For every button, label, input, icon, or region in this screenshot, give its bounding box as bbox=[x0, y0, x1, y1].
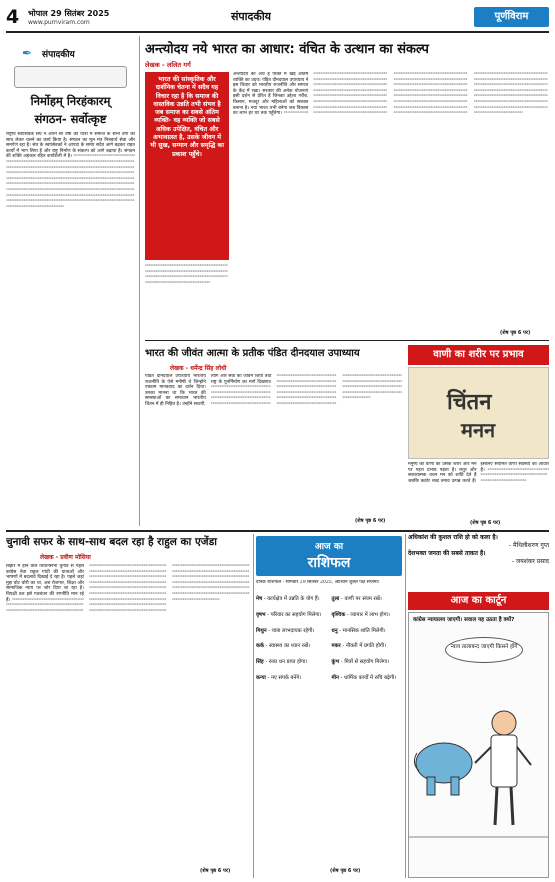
horoscope-item: कर्क - स्वास्थ्य का ध्यान रखें। bbox=[256, 643, 311, 650]
horoscope-sign: वृषभ bbox=[256, 611, 266, 618]
editorial-tag bbox=[16, 44, 125, 66]
header-date: भोपाल 29 सितंबर 2025 bbox=[28, 9, 110, 18]
sidebar-image-word-1: चिंतन bbox=[447, 390, 492, 415]
horoscope-sign: मकर bbox=[331, 643, 341, 650]
quill-icon: ✒ bbox=[22, 46, 33, 60]
horoscope-sign: सिंह bbox=[256, 659, 264, 666]
lead-story-body: अन्त्योदय का अर्थ है पंक्ति में खड़े अंतिम व्यक्ति का उदय। पंडित दीनदयाल उपाध्याय ने इस विचार को भारतीय राजनीति और समाज के केंद्र में रखा। सरकार की अनेक योजनाएं इसी दर्शन से प्रेरित हैं जिनका उद्देश्य गरीब, किसान, मजदूर और महिलाओं को सशक्त बनाना है। नया भारत तभी बनेगा जब विकास का लाभ हर घर तक पहुँचेगा। ॰॰॰॰॰॰॰॰॰॰॰॰॰॰॰॰॰॰॰॰॰॰॰॰॰॰॰॰॰॰॰॰॰॰॰॰॰॰॰॰॰॰॰॰॰॰॰॰॰॰॰॰॰॰॰॰॰॰॰॰॰॰॰॰॰॰॰॰॰॰॰॰॰॰॰॰॰॰॰॰॰॰॰॰॰॰॰॰॰॰॰॰॰॰॰॰॰॰॰॰॰॰॰॰॰॰॰॰॰॰॰॰॰॰॰॰॰॰॰॰॰॰॰॰॰॰॰॰॰॰॰॰॰॰॰॰॰॰॰॰॰॰॰॰॰॰॰॰॰॰॰॰॰॰॰॰॰॰॰॰॰॰॰॰॰॰॰॰॰॰॰॰॰॰॰॰॰॰॰॰॰॰॰॰॰॰॰॰॰॰॰॰॰॰॰॰॰॰॰॰॰॰॰॰॰॰॰॰॰॰॰॰॰॰॰॰॰॰॰॰॰॰॰॰॰॰॰॰॰॰॰॰॰॰॰॰॰॰॰॰॰॰॰॰॰॰॰॰॰॰॰॰॰॰॰॰॰॰॰॰॰॰॰॰॰॰॰॰॰॰॰॰॰॰॰॰॰॰॰॰॰॰॰॰॰॰॰॰॰॰॰॰॰॰॰॰॰॰॰॰॰॰॰॰॰॰॰॰॰॰॰॰॰॰॰॰॰॰॰॰॰॰॰॰॰॰॰॰॰॰॰॰॰॰॰॰॰॰॰॰॰॰॰॰॰॰॰॰॰॰॰॰॰॰॰॰॰॰॰॰॰॰॰॰॰॰॰॰॰॰॰॰॰॰॰॰॰॰॰॰॰॰॰॰॰॰॰॰॰॰॰॰॰॰॰॰॰॰॰॰॰॰॰॰॰॰॰॰॰॰॰॰॰॰॰॰॰॰॰॰॰॰॰॰॰॰॰॰॰॰॰॰॰॰॰॰॰॰॰॰॰॰॰॰॰॰॰॰॰॰॰॰॰॰॰॰॰॰॰॰॰॰॰॰॰॰॰॰॰॰॰॰॰॰॰॰॰॰॰॰॰॰॰॰॰॰॰॰॰॰॰॰॰॰॰॰॰॰॰॰॰॰॰॰॰॰॰॰॰॰॰॰॰॰॰॰॰॰॰॰॰॰॰॰॰॰॰॰॰॰॰॰॰॰॰॰॰॰॰॰॰॰॰॰॰॰॰॰॰॰॰॰॰॰॰॰॰॰॰॰॰॰॰॰॰॰॰॰॰॰॰॰॰॰॰॰॰॰॰॰॰॰॰॰॰॰॰॰॰॰॰॰॰॰॰॰॰॰॰॰॰॰॰॰॰॰॰॰॰॰॰॰॰॰॰॰॰॰॰॰॰॰॰॰॰॰॰॰॰॰॰॰॰॰॰॰॰॰॰॰॰॰॰॰॰॰॰॰॰॰॰॰॰॰॰॰॰॰॰॰॰॰॰॰॰॰॰॰॰॰॰॰॰॰॰॰॰॰॰॰॰॰॰॰॰॰॰॰॰॰॰॰॰॰॰॰॰॰॰॰॰॰॰॰॰॰॰॰॰॰॰॰॰॰॰॰॰॰॰॰॰॰॰॰॰॰॰॰॰॰॰॰॰॰॰॰॰॰॰॰॰॰॰॰॰॰॰॰॰॰॰॰॰॰॰॰॰॰॰॰॰॰॰॰॰॰॰॰॰॰॰॰॰॰॰॰॰॰॰॰॰॰॰॰॰॰॰॰॰॰॰॰॰॰॰॰॰॰॰॰॰॰॰॰॰॰॰॰॰॰॰॰॰॰॰॰॰॰॰॰॰॰॰॰॰॰॰॰॰॰॰॰॰॰॰॰॰॰॰॰॰॰॰॰॰॰॰॰॰॰॰॰॰॰॰॰॰॰॰॰॰॰॰॰॰॰॰॰॰॰॰॰॰॰॰॰॰॰॰॰॰॰॰॰॰॰॰॰॰॰॰॰॰॰॰॰॰॰॰॰॰॰॰॰॰॰॰॰॰॰॰॰॰॰॰॰॰॰॰॰॰॰॰॰॰॰॰॰॰॰॰॰॰॰॰॰॰॰॰॰॰॰॰॰॰॰॰॰॰॰॰॰॰॰॰॰॰॰॰॰॰॰॰॰॰॰॰॰॰॰॰॰॰॰॰॰॰॰॰॰॰॰॰॰॰॰॰॰॰॰॰॰॰॰॰॰॰॰॰॰॰॰॰॰॰॰॰॰ bbox=[233, 72, 548, 117]
election-story-body: बिहार में होने वाले विधानसभा चुनाव से पहले कांग्रेस नेता राहुल गांधी की यात्राओं और भाषणों में बदलाव दिखाई दे रहा है। पहले जहां मुद्दा वोट चोरी का था, अब रोजगार, शिक्षा और सामाजिक न्याय पर जोर दिया जा रहा है। विपक्षी दल इसे गठबंधन की रणनीति मान रहे हैं। ॰॰॰॰॰॰॰॰॰॰॰॰॰॰॰॰॰॰॰॰॰॰॰॰॰॰॰॰॰॰॰॰॰॰॰॰॰॰॰॰॰॰॰॰॰॰॰॰॰॰॰॰॰॰॰॰॰॰॰॰॰॰॰॰॰॰॰॰॰॰॰॰॰॰॰॰॰॰॰॰॰॰॰॰॰॰॰॰॰॰॰॰॰॰॰॰॰॰॰॰॰॰॰॰॰॰॰॰॰॰॰॰॰॰॰॰॰॰॰॰॰॰॰॰॰॰॰॰॰॰॰॰॰॰॰॰॰॰॰॰॰॰॰॰॰॰॰॰॰॰॰॰॰॰॰॰॰॰॰॰॰॰॰॰॰॰॰॰॰॰॰॰॰॰॰॰॰॰॰॰॰॰॰॰॰॰॰॰॰॰॰॰॰॰॰॰॰॰॰॰॰॰॰॰॰॰॰॰॰॰॰॰॰॰॰॰॰॰॰॰॰॰॰॰॰॰॰॰॰॰॰॰॰॰॰॰॰॰॰॰॰॰॰॰॰॰॰॰॰॰॰॰॰॰॰॰॰॰॰॰॰॰॰॰॰॰॰॰॰॰॰॰॰॰॰॰॰॰॰॰॰॰॰॰॰॰॰॰॰॰॰॰॰॰॰॰॰॰॰॰॰॰॰॰॰॰॰॰॰॰॰॰॰॰॰॰॰॰॰॰॰॰॰॰॰॰॰॰॰॰॰॰॰॰॰॰॰॰॰॰॰॰॰॰॰॰॰॰॰॰॰॰॰॰॰॰॰॰॰॰॰॰॰॰॰॰॰॰॰॰॰॰॰॰॰॰॰॰॰॰॰॰॰॰॰॰॰॰॰॰॰॰॰॰॰॰॰॰॰॰॰॰॰॰॰॰॰॰॰॰॰॰॰॰॰॰॰॰॰॰॰॰॰॰॰॰॰॰॰॰॰॰॰॰॰॰॰॰॰॰॰॰॰॰॰॰॰॰॰॰॰॰॰॰॰॰॰॰॰॰॰॰॰॰॰॰॰॰॰॰॰॰॰॰॰॰॰॰॰॰॰॰॰॰॰॰॰॰॰॰॰॰॰॰॰॰॰॰॰॰॰॰॰॰॰॰॰॰॰॰॰॰॰॰॰॰॰॰॰॰॰॰॰॰॰॰॰॰॰॰॰॰॰॰॰॰॰॰॰॰॰॰॰॰॰॰॰॰॰॰॰॰॰॰॰॰॰॰॰॰॰॰॰॰॰॰॰॰॰॰॰॰॰॰॰॰॰॰॰॰॰॰॰॰॰॰॰॰॰॰॰॰॰॰॰॰॰॰॰॰॰॰॰॰॰॰॰॰॰॰॰॰॰॰॰॰॰॰॰॰॰॰॰॰॰॰॰॰॰॰॰॰॰॰॰॰॰॰॰॰॰॰॰॰॰॰॰॰॰॰॰॰॰॰॰॰॰॰॰॰॰॰॰॰॰॰॰॰॰॰॰॰॰॰॰॰॰॰॰॰॰॰॰॰॰॰॰॰॰॰॰॰॰॰॰॰॰॰॰॰॰॰॰॰॰॰॰॰॰॰॰॰॰॰॰॰॰॰॰॰॰॰॰॰॰॰॰॰॰॰॰॰॰॰॰॰॰॰॰॰॰॰॰॰॰॰॰॰॰॰॰॰॰॰॰॰॰॰॰॰॰॰॰॰॰॰॰॰॰॰॰॰॰॰॰॰॰॰॰॰॰॰॰॰॰॰॰॰॰॰॰॰॰॰॰॰॰॰॰॰॰॰॰॰॰॰॰॰॰॰॰॰॰॰॰॰ bbox=[6, 564, 250, 614]
quote-text-1: अधिकांश की कुशल राशि हो को कला है। bbox=[408, 534, 498, 541]
horoscope-item: मीन - धार्मिक कार्यों में रुचि बढ़ेगी। bbox=[331, 674, 397, 681]
horoscope-item: मकर - नौकरी में प्रगति होगी। bbox=[331, 643, 387, 650]
editorial-body: राष्ट्रीय स्वयंसेवक संघ ने अपने सौ वर्षों की यात्रा में समाज के सभी वर्गों को साथ लेकर चलने का कार्य किया है। संगठन का मूल मंत्र निःस्वार्थ सेवा और समर्पण रहा है। संघ के स्वयंसेवकों ने आपदा के समय सदैव आगे बढ़कर राहत कार्यों में भाग लिया है और राष्ट्र निर्माण के संकल्प को आगे बढ़ाया है। संगठन की शक्ति अहंकार रहित कार्यशैली में है। ॰॰॰॰॰॰॰॰॰॰॰॰॰॰॰॰॰॰॰॰॰॰॰॰॰॰॰॰॰॰॰॰॰॰॰॰॰॰॰॰॰॰॰॰॰॰॰॰॰॰॰॰॰॰॰॰॰॰॰॰॰॰॰॰॰॰॰॰॰॰॰॰॰॰॰॰॰॰॰॰॰॰॰॰॰॰॰॰॰॰॰॰॰॰॰॰॰॰॰॰॰॰॰॰॰॰॰॰॰॰॰॰॰॰॰॰॰॰॰॰॰॰॰॰॰॰॰॰॰॰॰॰॰॰॰॰॰॰॰॰॰॰॰॰॰॰॰॰॰॰॰॰॰॰॰॰॰॰॰॰॰॰॰॰॰॰॰॰॰॰॰॰॰॰॰॰॰॰॰॰॰॰॰॰॰॰॰॰॰॰॰॰॰॰॰॰॰॰॰॰॰॰॰॰॰॰॰॰॰॰॰॰॰॰॰॰॰॰॰॰॰॰॰॰॰॰॰॰॰॰॰॰॰॰॰॰॰॰॰॰॰॰॰॰॰॰॰॰॰॰॰॰॰॰॰॰॰॰॰॰॰॰॰॰॰॰॰॰॰॰॰॰॰॰॰॰॰॰॰॰॰॰॰॰॰॰॰॰॰॰॰॰॰॰॰॰॰॰॰॰॰॰॰॰॰॰॰॰॰॰॰॰॰॰॰॰॰॰॰॰॰॰॰॰॰॰॰॰॰॰॰॰॰॰॰॰॰॰॰॰॰॰॰॰॰॰॰॰॰॰॰॰॰॰॰॰॰॰॰॰॰॰॰॰॰॰॰॰॰॰॰॰॰॰॰॰॰॰॰॰॰॰॰॰॰॰॰॰॰॰॰॰॰॰॰॰॰॰॰॰॰॰॰॰॰॰॰॰॰॰॰॰॰॰॰॰॰॰॰॰॰॰॰॰॰॰॰॰॰॰॰॰॰॰॰॰॰॰॰॰॰॰॰॰॰॰॰॰॰॰॰॰॰॰॰॰॰॰॰॰॰॰॰॰॰॰॰॰॰॰॰॰॰॰॰॰॰॰॰॰॰॰॰॰॰॰॰॰॰॰॰॰॰॰॰॰॰॰॰॰॰॰॰॰॰॰॰॰॰॰॰॰॰॰॰॰॰॰॰॰॰॰॰॰॰॰॰॰॰॰॰॰॰॰॰॰॰॰॰॰॰॰॰॰॰॰॰॰॰॰॰॰॰॰॰॰॰॰॰॰॰॰॰॰॰॰॰॰॰॰॰॰॰॰॰॰॰॰॰॰॰॰॰॰॰॰॰॰॰॰॰॰॰॰॰॰॰॰॰॰॰॰॰॰॰॰॰॰॰॰॰॰॰॰॰॰॰॰॰॰॰॰॰॰॰॰॰॰॰॰॰॰॰॰॰॰॰॰॰॰॰॰॰॰॰॰॰॰॰॰॰॰ bbox=[6, 132, 135, 210]
horoscope-text: कार्यक्षेत्र में उन्नति के योग हैं। bbox=[267, 596, 320, 602]
column-divider bbox=[139, 36, 140, 526]
header-url[interactable]: www.purnviram.com bbox=[28, 19, 90, 26]
horoscope-title-1: आज का bbox=[314, 542, 344, 552]
second-story-headline: भारत की जीवंत आत्मा के प्रतीक पंडित दीनदयाल उपाध्याय bbox=[145, 348, 360, 359]
horoscope-item: तुला - वाणी पर संयम रखें। bbox=[331, 596, 382, 602]
horoscope-item: वृश्चिक - व्यापार में लाभ होगा। bbox=[331, 611, 390, 618]
election-story-headline: चुनावी सफर के साथ-साथ बदल रहा है राहुल का एजेंडा bbox=[6, 536, 217, 548]
section-title: संपादकीय bbox=[231, 10, 272, 23]
horoscope-text: व्यापार में लाभ होगा। bbox=[350, 611, 390, 618]
horoscope-title-2: राशिफल bbox=[307, 555, 351, 571]
lead-story-continued: (शेष पृष्ठ 6 पर) bbox=[500, 330, 531, 336]
horoscope-text: वाणी पर संयम रखें। bbox=[344, 596, 382, 602]
cartoon-title: आज का कार्टून bbox=[408, 592, 549, 610]
horoscope-item: कन्या - नए संपर्क बनेंगे। bbox=[256, 674, 302, 681]
horoscope-item: सिंह - रुका धन प्राप्त होगा। bbox=[256, 659, 308, 666]
quote-author-2: - जयशंकर प्रसाद bbox=[511, 558, 549, 565]
second-story-continued: (शेष पृष्ठ 6 पर) bbox=[355, 518, 386, 524]
horoscope-text: परिवार का सहयोग मिलेगा। bbox=[270, 611, 322, 618]
horoscope-sign: मिथुन bbox=[256, 627, 267, 634]
mid-page-rule bbox=[6, 530, 549, 532]
quote-box bbox=[408, 534, 549, 590]
lead-story-col-1: ॰॰॰॰॰॰॰॰॰॰॰॰॰॰॰॰॰॰॰॰॰॰॰॰॰॰॰॰॰॰॰॰॰॰॰॰॰॰॰॰॰॰॰॰॰॰॰॰॰॰॰॰॰॰॰॰॰॰॰॰॰॰॰॰॰॰॰॰॰॰॰॰॰॰॰॰॰॰॰॰॰॰॰॰॰॰॰॰॰॰॰॰॰॰॰॰॰॰॰॰॰॰॰॰॰॰॰॰॰॰॰॰॰॰॰॰॰॰॰॰॰॰॰॰॰॰॰॰॰॰॰॰॰॰॰॰॰॰॰॰॰॰॰॰॰॰॰॰॰॰॰॰॰॰॰॰॰॰॰॰॰॰॰॰॰॰॰॰॰॰॰॰॰॰॰॰॰॰ bbox=[145, 264, 228, 286]
cartoon-caption: कांग्रेस न्यायालय जाएगी। सवाल यह उठता है क्यों? bbox=[413, 617, 515, 623]
sidebar-title: वाणी का शरीर पर प्रभाव bbox=[408, 345, 549, 365]
horoscope-text: स्वास्थ्य का ध्यान रखें। bbox=[269, 643, 311, 650]
header-divider bbox=[6, 31, 549, 33]
lead-story-headline: अन्त्योदय नये भारत का आधार: वंचित के उत्थान का संकल्प bbox=[145, 42, 429, 57]
horoscope-sign: कुंभ bbox=[331, 659, 340, 666]
horoscope-sign: वृश्चिक bbox=[331, 611, 346, 618]
election-story-continued: (शेष पृष्ठ 6 पर) bbox=[200, 868, 231, 874]
lead-story-bottom-rule bbox=[145, 340, 549, 341]
horoscope-text: मानसिक शांति मिलेगी। bbox=[342, 627, 386, 634]
sidebar-image bbox=[408, 367, 549, 459]
quote-text-2: देशभक्त जनता की सबसे ताकत है। bbox=[408, 550, 486, 557]
horoscope-item: धनु - मानसिक शांति मिलेगी। bbox=[331, 627, 386, 634]
cartoon-panel bbox=[408, 612, 549, 878]
editorial-headline-line-1: निर्मोहम् निरहंकारम् bbox=[30, 94, 111, 108]
horoscope-sign: मेष bbox=[256, 596, 263, 602]
editorial-headline-line-2: संगठन- सर्वोत्कृष्ट bbox=[34, 112, 107, 126]
horoscope-list bbox=[256, 596, 402, 868]
horoscope-text: नए संपर्क बनेंगे। bbox=[271, 674, 302, 681]
page-header bbox=[6, 6, 549, 34]
horoscope-item: मेष - कार्यक्षेत्र में उन्नति के योग हैं। bbox=[256, 596, 320, 602]
sidebar-image-word-2: मनन bbox=[461, 418, 496, 442]
second-story-byline: लेखक - धर्मेन्द्र सिंह लोधी bbox=[170, 365, 227, 372]
cartoon-drawing bbox=[409, 667, 548, 877]
cartoon-bubble-text: न्याय तालाबन्द जाएगी किसने होंगे bbox=[450, 644, 518, 650]
bottom-divider-1 bbox=[253, 534, 254, 878]
sidebar-body: मनुष्य की वाणी का उसके शरीर और मन पर गहरा प्रभाव पड़ता है। मधुर और सकारात्मक वचन मन को शांति देते हैं जबकि कठोर शब्द तनाव उत्पन्न करते हैं। इसलिए संयमित वाणी स्वास्थ्य का आधार है। ॰॰॰॰॰॰॰॰॰॰॰॰॰॰॰॰॰॰॰॰॰॰॰॰॰॰॰॰॰॰॰॰॰॰॰॰॰॰॰॰॰॰॰॰॰॰॰॰॰॰॰॰॰॰॰॰॰॰॰॰॰॰॰॰॰॰॰॰॰॰॰॰॰॰॰॰॰॰॰॰॰॰॰॰॰॰॰॰॰॰॰॰॰॰॰॰॰॰॰ bbox=[408, 462, 549, 484]
bottom-divider-2 bbox=[405, 534, 406, 878]
horoscope-header bbox=[256, 536, 402, 576]
editorial-section bbox=[6, 36, 135, 526]
editorial-tag-label: संपादकीय bbox=[42, 50, 75, 60]
brand-logo: पूर्णविराम bbox=[474, 7, 549, 27]
horoscope-item: मिथुन - यात्रा लाभदायक रहेगी। bbox=[256, 627, 315, 634]
horoscope-intro: दैनिक राशिफल - सोमवार 29 सितंबर 2025, आश्विन शुक्ल पक्ष सप्तमी। bbox=[256, 580, 380, 585]
horoscope-item: कुंभ - मित्रों से सहयोग मिलेगा। bbox=[331, 659, 390, 666]
horoscope-sign: धनु bbox=[331, 627, 338, 634]
quote-author-1: - मैथिलीशरण गुप्त bbox=[508, 542, 549, 549]
horoscope-sign: कर्क bbox=[256, 643, 264, 650]
horoscope-text: यात्रा लाभदायक रहेगी। bbox=[271, 627, 315, 634]
election-story-byline: लेखक - प्रवीण मोसिया bbox=[40, 554, 91, 561]
horoscope-text: मित्रों से सहयोग मिलेगा। bbox=[344, 659, 390, 666]
horoscope-sign: तुला bbox=[331, 596, 340, 602]
horoscope-text: धार्मिक कार्यों में रुचि बढ़ेगी। bbox=[344, 674, 397, 681]
second-story-body: पंडित दीनदयाल उपाध्याय भारतीय राजनीति के ऐसे मनीषी थे जिन्होंने एकात्म मानववाद का दर्शन दिया। उनका मानना था कि भारत की समस्याओं का समाधान भारतीय चिंतन में ही निहित है। उन्होंने सादगी, त्याग और सेवा का जीवन जिया तथा राष्ट्र के पुनर्निर्माण का मार्ग दिखाया। ॰॰॰॰॰॰॰॰॰॰॰॰॰॰॰॰॰॰॰॰॰॰॰॰॰॰॰॰॰॰॰॰॰॰॰॰॰॰॰॰॰॰॰॰॰॰॰॰॰॰॰॰॰॰॰॰॰॰॰॰॰॰॰॰॰॰॰॰॰॰॰॰॰॰॰॰॰॰॰॰॰॰॰॰॰॰॰॰॰॰॰॰॰॰॰॰॰॰॰॰॰॰॰॰॰॰॰॰॰॰॰॰॰॰॰॰॰॰॰॰॰॰॰॰॰॰॰॰॰॰॰॰॰॰॰॰॰॰॰॰॰॰॰॰॰॰॰॰॰॰॰॰॰॰॰॰॰॰॰॰॰॰॰॰॰॰॰॰॰॰॰॰॰॰॰॰॰॰॰॰॰॰॰॰॰॰॰॰॰॰॰॰॰॰॰॰॰॰॰॰॰॰॰॰॰॰॰॰॰॰॰॰॰॰॰॰॰॰॰॰॰॰॰॰॰॰॰॰॰॰॰॰॰॰॰॰॰॰॰॰॰॰॰॰॰॰॰॰॰॰॰॰॰॰॰॰॰॰॰॰॰॰॰॰॰॰॰॰॰॰॰॰॰॰॰॰॰॰॰॰॰॰॰॰॰॰॰॰॰॰॰॰॰॰॰॰॰॰॰॰॰॰॰॰॰॰॰॰॰॰॰॰॰॰॰॰॰॰॰॰॰॰॰॰॰॰॰॰॰॰॰॰॰॰॰॰॰॰॰॰॰॰॰॰॰॰॰॰॰॰॰॰॰॰॰॰॰॰॰॰॰॰॰॰॰॰॰॰॰॰॰॰॰॰॰॰॰॰॰॰॰॰॰॰॰॰॰॰॰॰॰॰॰॰॰॰॰॰॰॰॰॰॰॰॰॰॰॰॰॰॰॰॰॰॰॰॰॰॰॰॰॰॰॰॰॰॰॰॰॰॰॰॰॰॰॰॰॰॰॰॰॰॰॰॰॰॰॰॰॰॰॰॰॰॰॰॰॰॰॰॰॰॰॰॰॰॰॰॰॰॰॰॰॰॰॰॰॰॰॰॰॰॰॰॰॰॰॰॰॰॰॰ bbox=[145, 374, 402, 407]
horoscope-item: वृषभ - परिवार का सहयोग मिलेगा। bbox=[256, 611, 322, 618]
horoscope-continued: (शेष पृष्ठ 6 पर) bbox=[330, 868, 361, 874]
horoscope-text: नौकरी में प्रगति होगी। bbox=[345, 643, 387, 650]
pullquote-text: भारत की सांस्कृतिक और दार्शनिक चेतना में सदैव यह विचार रहा है कि समाज की वास्तविक उन्नति तभी संभव है जब समाज का सबसे अंतिम व्यक्ति- वह व्यक्ति जो सबसे अधिक उपेक्षित, वंचित और अभावग्रस्त है, उसके जीवन में भी सुख, सम्मान और समृद्धि का प्रकाश पहुँचे। bbox=[149, 76, 225, 158]
lead-story-pullquote bbox=[145, 72, 229, 260]
page-number: 4 bbox=[6, 6, 20, 28]
editorial-ornament bbox=[14, 66, 127, 88]
horoscope-text: रुका धन प्राप्त होगा। bbox=[268, 659, 308, 666]
horoscope-sign: मीन bbox=[331, 674, 339, 681]
lead-story-byline: लेखक - ललित गर्ग bbox=[145, 61, 191, 69]
cartoon-speech-bubble bbox=[445, 637, 523, 663]
horoscope-sign: कन्या bbox=[256, 674, 266, 681]
sidebar-continued: (शेष पृष्ठ 6 पर) bbox=[470, 520, 501, 526]
